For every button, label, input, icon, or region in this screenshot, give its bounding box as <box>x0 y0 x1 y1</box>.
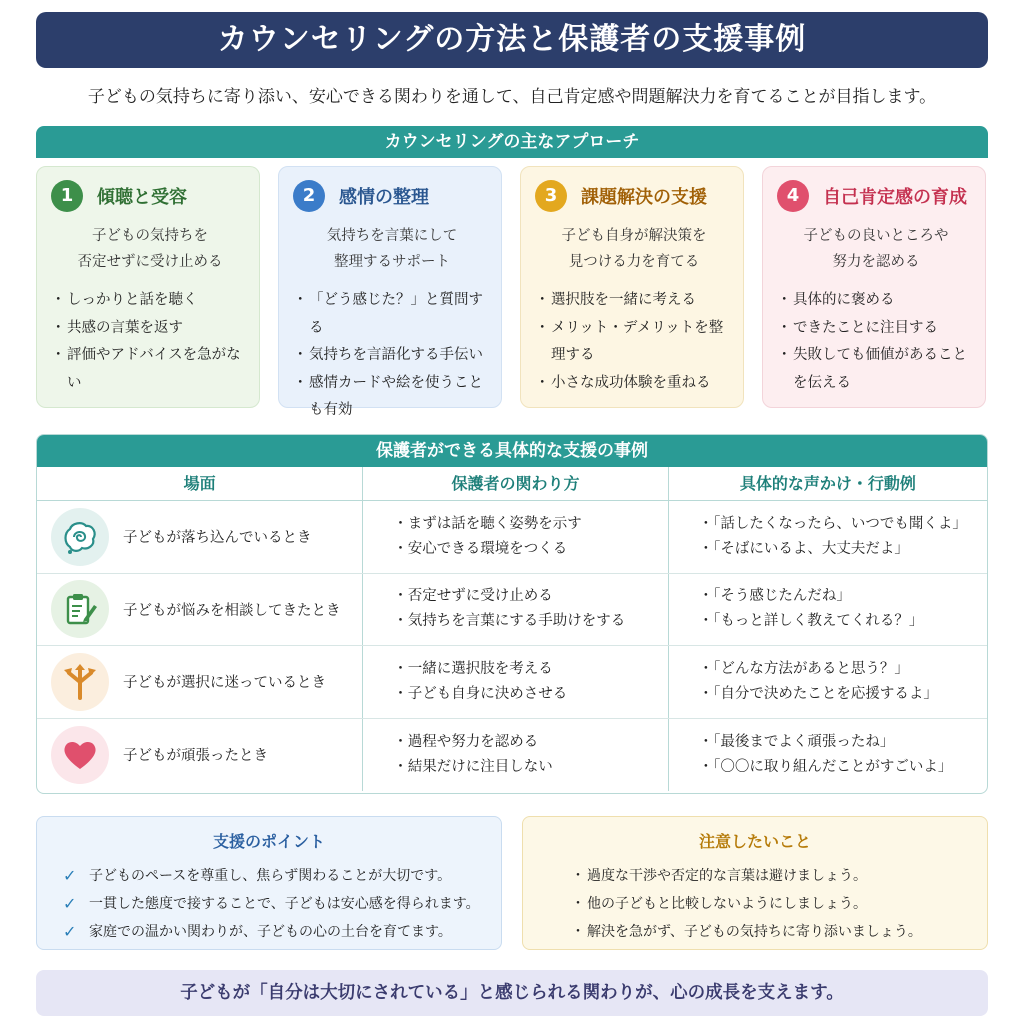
action-text: ・結果だけに注目しない <box>393 758 553 775</box>
phrase-text: ・「もっと詳しく教えてくれる？」 <box>698 613 924 630</box>
point-item: 家庭での温かい関わりが、子どもの心の土台を育てます。 <box>89 924 452 940</box>
card-desc-line: 努力を認める <box>832 254 920 270</box>
heart-icon <box>51 726 109 784</box>
approach-card-self-esteem <box>762 166 986 408</box>
card-desc-line: 整理するサポート <box>334 254 450 270</box>
caution-item: ・ 過度な干渉や否定的な言葉は避けましょう。 <box>541 862 969 890</box>
caution-title: 注意したいこと <box>698 832 811 851</box>
action-text: ・気持ちを言葉にする手助けをする <box>393 613 626 630</box>
card-number: 1 <box>51 180 83 212</box>
card-number: 2 <box>293 180 325 212</box>
footer-message: 子どもが「自分は大切にされている」と感じられる関わりが、心の成長を支えます。 <box>36 970 988 1016</box>
card-title: 課題解決の支援 <box>581 187 707 208</box>
examples-heading: 保護者ができる具体的な支援の事例 <box>37 435 987 467</box>
table-row <box>37 719 987 792</box>
check-icon: ✓ <box>63 866 77 885</box>
phrase-text: ・「自分で決めたことを応援するよ」 <box>698 685 938 702</box>
phrase-text: ・「そばにいるよ、大丈夫だよ」 <box>698 540 909 557</box>
scene-text: 子どもが悩みを相談してきたとき <box>123 602 341 619</box>
points-title: 支援のポイント <box>212 832 325 851</box>
column-header: 保護者の関わり方 <box>362 467 667 500</box>
split-arrows-icon <box>51 653 109 711</box>
approach-card-emotions <box>278 166 502 418</box>
action-text: ・子ども自身に決めさせる <box>393 685 568 702</box>
table-row <box>37 574 987 647</box>
point-item: 子どものペースを尊重し、焦らず関わることが大切です。 <box>89 868 452 884</box>
card-desc-line: 気持ちを言葉にして <box>326 228 458 244</box>
card-title: 感情の整理 <box>339 187 429 208</box>
phrase-text: ・「どんな方法があると思う？」 <box>698 660 909 677</box>
action-text: ・安心できる環境をつくる <box>393 540 568 557</box>
examples-table <box>36 434 988 794</box>
card-list-item: ・ 具体的に褒める <box>777 287 975 315</box>
check-icon: ✓ <box>63 922 77 941</box>
card-desc-line: 子どもの良いところや <box>803 228 949 244</box>
card-number: 4 <box>777 180 809 212</box>
tangled-thought-icon <box>51 508 109 566</box>
card-list-item: ・ 評価やアドバイスを急がない <box>51 342 249 397</box>
action-text: ・否定せずに受け止める <box>393 588 553 605</box>
phrase-text: ・「〇〇に取り組んだことがすごいよ」 <box>698 758 953 775</box>
action-text: ・一緒に選択肢を考える <box>393 660 553 677</box>
scene-text: 子どもが頑張ったとき <box>123 748 268 765</box>
card-list-item: ・ しっかりと話を聴く <box>51 287 249 315</box>
card-list-item: ・ 失敗しても価値があることを伝える <box>777 342 975 397</box>
caution-box <box>522 816 988 950</box>
clipboard-pencil-icon <box>51 580 109 638</box>
caution-item: ・ 解決を急がず、子どもの気持ちに寄り添いましょう。 <box>541 918 969 946</box>
phrase-text: ・「最後までよく頑張ったね」 <box>698 733 895 750</box>
card-desc-line: 見つける力を育てる <box>568 254 700 270</box>
card-title: 自己肯定感の育成 <box>823 187 967 208</box>
caution-item: ・ 他の子どもと比較しないようにしましょう。 <box>541 890 969 918</box>
column-header: 具体的な声かけ・行動例 <box>668 467 987 500</box>
page-title: カウンセリングの方法と保護者の支援事例 <box>36 12 988 68</box>
approach-heading: カウンセリングの主なアプローチ <box>36 126 988 158</box>
scene-text: 子どもが落ち込んでいるとき <box>123 530 312 547</box>
check-icon: ✓ <box>63 894 77 913</box>
action-text: ・過程や努力を認める <box>393 733 539 750</box>
card-list-item: ・ 気持ちを言語化する手伝い <box>293 342 491 370</box>
card-list-item: ・ メリット・デメリットを整理する <box>535 315 733 370</box>
card-list-item: ・ 小さな成功体験を重ねる <box>535 370 733 398</box>
support-points-box <box>36 816 502 950</box>
table-row <box>37 646 987 719</box>
card-list-item: ・ 共感の言葉を返す <box>51 315 249 343</box>
card-list-item: ・ 選択肢を一緒に考える <box>535 287 733 315</box>
phrase-text: ・「話したくなったら、いつでも聞くよ」 <box>698 515 967 532</box>
intro-text: 子どもの気持ちに寄り添い、安心できる関わりを通して、自己肯定感や問題解決力を育てることが目指します。 <box>87 87 937 107</box>
card-list-item: ・ できたことに注目する <box>777 315 975 343</box>
card-title: 傾聴と受容 <box>97 187 187 208</box>
card-list-item: ・ 「どう感じた？」と質問する <box>293 287 491 342</box>
approach-card-listening <box>36 166 260 408</box>
approach-section <box>36 126 988 418</box>
approach-card-problem-solving <box>520 166 744 408</box>
card-list-item: ・ 感情カードや絵を使うことも有効 <box>293 370 491 425</box>
card-desc-line: 子ども自身が解決策を <box>561 228 707 244</box>
phrase-text: ・「そう感じたんだね」 <box>698 588 851 605</box>
action-text: ・まずは話を聴く姿勢を示す <box>393 515 582 532</box>
table-row <box>37 501 987 574</box>
card-desc-line: 否定せずに受け止める <box>77 254 223 270</box>
card-number: 3 <box>535 180 567 212</box>
card-desc-line: 子どもの気持ちを <box>92 228 208 244</box>
column-header: 場面 <box>183 474 216 493</box>
scene-text: 子どもが選択に迷っているとき <box>123 675 326 692</box>
point-item: 一貫した態度で接することで、子どもは安心感を得られます。 <box>89 896 480 912</box>
